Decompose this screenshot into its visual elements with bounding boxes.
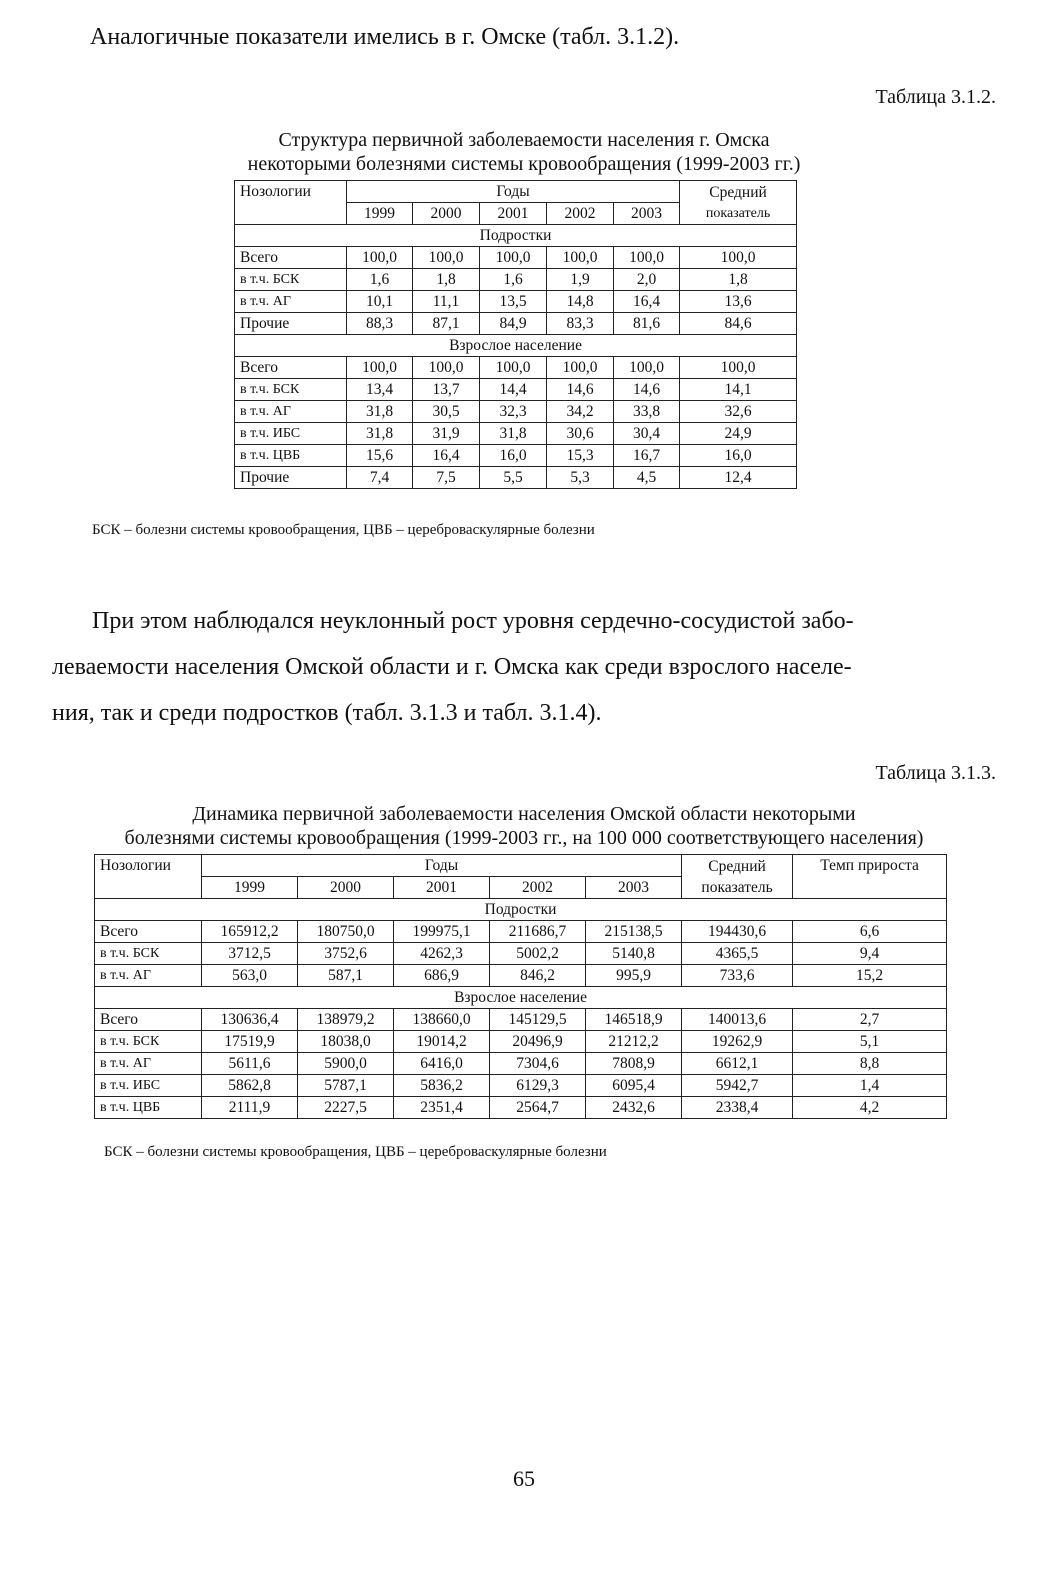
table-cell: 100,0	[347, 247, 413, 269]
t1-header-avg	[680, 181, 797, 225]
paragraph-line2: леваемости населения Омской области и г. Омска как среди взрослого населе-	[52, 654, 852, 680]
row-label: в т.ч. БСК	[95, 1031, 202, 1053]
table-cell: 1,8	[413, 269, 480, 291]
table-row	[95, 1009, 947, 1031]
t1-header-years: Годы	[347, 181, 680, 203]
table-cell: 31,9	[413, 423, 480, 445]
table-cell: 138979,2	[298, 1009, 394, 1031]
table-cell: 2111,9	[202, 1097, 298, 1119]
table-cell: 6,6	[793, 921, 947, 943]
t1-header-avg-line2: показатель	[705, 205, 771, 221]
t2-section-title: Взрослое население	[95, 987, 947, 1009]
t2-year-col: 2001	[394, 877, 490, 899]
table-cell: 6129,3	[490, 1075, 586, 1097]
row-label: в т.ч. ИБС	[95, 1075, 202, 1097]
row-label: в т.ч. ИБС	[235, 423, 347, 445]
table-cell: 16,7	[614, 445, 680, 467]
t2-year-col: 2000	[298, 877, 394, 899]
table-cell: 2351,4	[394, 1097, 490, 1119]
table-cell: 5,5	[480, 467, 547, 489]
table-cell: 14,4	[480, 379, 547, 401]
table-cell: 15,2	[793, 965, 947, 987]
table-cell: 9,4	[793, 943, 947, 965]
table-cell: 14,6	[547, 379, 614, 401]
table-row	[235, 247, 797, 269]
table-cell: 13,5	[480, 291, 547, 313]
row-label: Всего	[95, 921, 202, 943]
intro-text: Аналогичные показатели имелись в г. Омске (табл. 3.1.2).	[90, 24, 680, 50]
table-cell: 2564,7	[490, 1097, 586, 1119]
table-cell: 88,3	[347, 313, 413, 335]
table-cell: 81,6	[614, 313, 680, 335]
row-label: в т.ч. БСК	[95, 943, 202, 965]
row-label: Всего	[95, 1009, 202, 1031]
table-cell: 19262,9	[682, 1031, 793, 1053]
t1-section-title: Подростки	[235, 225, 797, 247]
table2-caption-line1: Динамика первичной заболеваемости населения Омской области некоторыми	[192, 803, 856, 825]
t2-year-col: 1999	[202, 877, 298, 899]
row-label: Всего	[235, 247, 347, 269]
table-cell: 211686,7	[490, 921, 586, 943]
table-cell: 146518,9	[586, 1009, 682, 1031]
table-cell: 87,1	[413, 313, 480, 335]
table1	[234, 180, 797, 489]
table-cell: 32,6	[680, 401, 797, 423]
table-cell: 165912,2	[202, 921, 298, 943]
table-cell: 84,9	[480, 313, 547, 335]
table-cell: 15,6	[347, 445, 413, 467]
table-row	[235, 379, 797, 401]
table-cell: 3752,6	[298, 943, 394, 965]
row-label: в т.ч. АГ	[235, 291, 347, 313]
table-cell: 4262,3	[394, 943, 490, 965]
table-cell: 12,4	[680, 467, 797, 489]
table-cell: 7808,9	[586, 1053, 682, 1075]
table-cell: 5140,8	[586, 943, 682, 965]
table-row	[95, 1031, 947, 1053]
table-cell: 100,0	[480, 247, 547, 269]
t1-year-col: 1999	[347, 203, 413, 225]
table-cell: 1,6	[480, 269, 547, 291]
table-cell: 31,8	[347, 401, 413, 423]
row-label: в т.ч. БСК	[235, 379, 347, 401]
table-cell: 100,0	[547, 247, 614, 269]
table-row	[95, 1097, 947, 1119]
table2	[94, 854, 947, 1119]
t1-section-row	[235, 225, 797, 247]
table-cell: 5942,7	[682, 1075, 793, 1097]
table1-caption-line1: Структура первичной заболеваемости населения г. Омска	[278, 129, 770, 151]
table-cell: 199975,1	[394, 921, 490, 943]
table-cell: 16,4	[614, 291, 680, 313]
t2-year-col: 2003	[586, 877, 682, 899]
table-cell: 6095,4	[586, 1075, 682, 1097]
t2-section-row	[95, 899, 947, 921]
table-cell: 10,1	[347, 291, 413, 313]
row-label: в т.ч. БСК	[235, 269, 347, 291]
table-row	[235, 401, 797, 423]
row-label: в т.ч. ЦВБ	[95, 1097, 202, 1119]
body-paragraph	[52, 598, 1002, 736]
table-cell: 3712,5	[202, 943, 298, 965]
t1-header-nosology: Нозологии	[235, 181, 347, 225]
row-label: Всего	[235, 357, 347, 379]
t2-header-avg-line2: показатель	[701, 878, 773, 896]
table-cell: 5836,2	[394, 1075, 490, 1097]
table-cell: 18038,0	[298, 1031, 394, 1053]
table-cell: 33,8	[614, 401, 680, 423]
table-row	[235, 467, 797, 489]
table-cell: 7,5	[413, 467, 480, 489]
table-cell: 4365,5	[682, 943, 793, 965]
t1-section-row	[235, 335, 797, 357]
t1-year-col: 2000	[413, 203, 480, 225]
table-cell: 30,4	[614, 423, 680, 445]
table-cell: 138660,0	[394, 1009, 490, 1031]
table2-caption-line2: болезнями системы кровообращения (1999-2003 гг., на 100 000 соответствующего населения)	[124, 827, 924, 849]
paragraph-line3: ния, так и среди подростков (табл. 3.1.3 и табл. 3.1.4).	[52, 700, 602, 726]
table-row	[235, 269, 797, 291]
table-cell: 2,0	[614, 269, 680, 291]
table-cell: 100,0	[614, 247, 680, 269]
table-cell: 5900,0	[298, 1053, 394, 1075]
row-label: в т.ч. АГ	[95, 1053, 202, 1075]
table-cell: 180750,0	[298, 921, 394, 943]
table-cell: 100,0	[614, 357, 680, 379]
table-cell: 194430,6	[682, 921, 793, 943]
table-cell: 11,1	[413, 291, 480, 313]
t2-header-avg-line1: Средний	[708, 857, 766, 875]
table-cell: 7304,6	[490, 1053, 586, 1075]
table-cell: 100,0	[680, 247, 797, 269]
table-cell: 587,1	[298, 965, 394, 987]
table-cell: 5611,6	[202, 1053, 298, 1075]
table-cell: 2432,6	[586, 1097, 682, 1119]
table-row	[95, 921, 947, 943]
table-cell: 100,0	[413, 247, 480, 269]
page-number: 65	[513, 1466, 535, 1491]
table-cell: 16,0	[480, 445, 547, 467]
table-cell: 846,2	[490, 965, 586, 987]
table-cell: 5002,2	[490, 943, 586, 965]
table-row	[235, 357, 797, 379]
table-cell: 24,9	[680, 423, 797, 445]
table-row	[95, 1053, 947, 1075]
table2-label: Таблица 3.1.3.	[875, 762, 996, 784]
row-label: в т.ч. АГ	[95, 965, 202, 987]
row-label: Прочие	[235, 467, 347, 489]
paragraph-line1: При этом наблюдался неуклонный рост уровня сердечно-сосудистой забо-	[92, 608, 854, 634]
table-cell: 130636,4	[202, 1009, 298, 1031]
t1-year-col: 2001	[480, 203, 547, 225]
table-cell: 31,8	[480, 423, 547, 445]
table-row	[95, 965, 947, 987]
table-cell: 145129,5	[490, 1009, 586, 1031]
row-label: в т.ч. АГ	[235, 401, 347, 423]
t1-header-avg-line1: Средний	[709, 183, 767, 201]
table-cell: 21212,2	[586, 1031, 682, 1053]
table-cell: 17519,9	[202, 1031, 298, 1053]
table-cell: 563,0	[202, 965, 298, 987]
table-row	[95, 1075, 947, 1097]
t1-year-col: 2002	[547, 203, 614, 225]
table-cell: 13,6	[680, 291, 797, 313]
table-cell: 686,9	[394, 965, 490, 987]
table-cell: 83,3	[547, 313, 614, 335]
table-cell: 6612,1	[682, 1053, 793, 1075]
t2-year-col: 2002	[490, 877, 586, 899]
t1-year-col: 2003	[614, 203, 680, 225]
table-cell: 14,6	[614, 379, 680, 401]
table-cell: 13,4	[347, 379, 413, 401]
table1-note: БСК – болезни системы кровообращения, ЦВБ – цереброваскулярные болезни	[92, 522, 595, 538]
table-cell: 140013,6	[682, 1009, 793, 1031]
t1-section-title: Взрослое население	[235, 335, 797, 357]
table-cell: 16,0	[680, 445, 797, 467]
table-cell: 1,6	[347, 269, 413, 291]
table2-note: БСК – болезни системы кровообращения, ЦВБ – цереброваскулярные болезни	[104, 1144, 607, 1160]
t2-section-row	[95, 987, 947, 1009]
table-cell: 100,0	[480, 357, 547, 379]
table-cell: 1,8	[680, 269, 797, 291]
table-cell: 14,1	[680, 379, 797, 401]
table-cell: 13,7	[413, 379, 480, 401]
t2-header-years: Годы	[202, 855, 682, 877]
table-cell: 34,2	[547, 401, 614, 423]
table-row	[235, 445, 797, 467]
table-cell: 5787,1	[298, 1075, 394, 1097]
table-cell: 14,8	[547, 291, 614, 313]
table-cell: 4,2	[793, 1097, 947, 1119]
table-cell: 2338,4	[682, 1097, 793, 1119]
table-cell: 1,9	[547, 269, 614, 291]
table-cell: 16,4	[413, 445, 480, 467]
table-row	[235, 313, 797, 335]
table-cell: 30,5	[413, 401, 480, 423]
table-cell: 20496,9	[490, 1031, 586, 1053]
table1-caption	[0, 128, 1048, 176]
table1-caption-line2: некоторыми болезнями системы кровообращения (1999-2003 гг.)	[247, 153, 801, 175]
table-row	[235, 291, 797, 313]
table-cell: 995,9	[586, 965, 682, 987]
table-cell: 215138,5	[586, 921, 682, 943]
t2-header-avg	[682, 855, 793, 899]
table-cell: 15,3	[547, 445, 614, 467]
table-cell: 7,4	[347, 467, 413, 489]
table-cell: 5,3	[547, 467, 614, 489]
row-label: Прочие	[235, 313, 347, 335]
table-cell: 32,3	[480, 401, 547, 423]
table-cell: 8,8	[793, 1053, 947, 1075]
table1-label: Таблица 3.1.2.	[875, 86, 996, 108]
table-row	[95, 943, 947, 965]
table-cell: 31,8	[347, 423, 413, 445]
table-cell: 100,0	[413, 357, 480, 379]
table-cell: 5,1	[793, 1031, 947, 1053]
table-cell: 6416,0	[394, 1053, 490, 1075]
t2-header-growth: Темп прироста	[793, 855, 947, 899]
table-cell: 100,0	[547, 357, 614, 379]
t2-section-title: Подростки	[95, 899, 947, 921]
t2-header-nosology: Нозологии	[95, 855, 202, 899]
table-cell: 2227,5	[298, 1097, 394, 1119]
table-cell: 100,0	[680, 357, 797, 379]
table-cell: 5862,8	[202, 1075, 298, 1097]
table-cell: 30,6	[547, 423, 614, 445]
row-label: в т.ч. ЦВБ	[235, 445, 347, 467]
table-cell: 84,6	[680, 313, 797, 335]
table-cell: 19014,2	[394, 1031, 490, 1053]
table-cell: 733,6	[682, 965, 793, 987]
table-cell: 4,5	[614, 467, 680, 489]
table-cell: 2,7	[793, 1009, 947, 1031]
table-cell: 1,4	[793, 1075, 947, 1097]
table2-caption	[0, 802, 1048, 850]
table-row	[235, 423, 797, 445]
table-cell: 100,0	[347, 357, 413, 379]
